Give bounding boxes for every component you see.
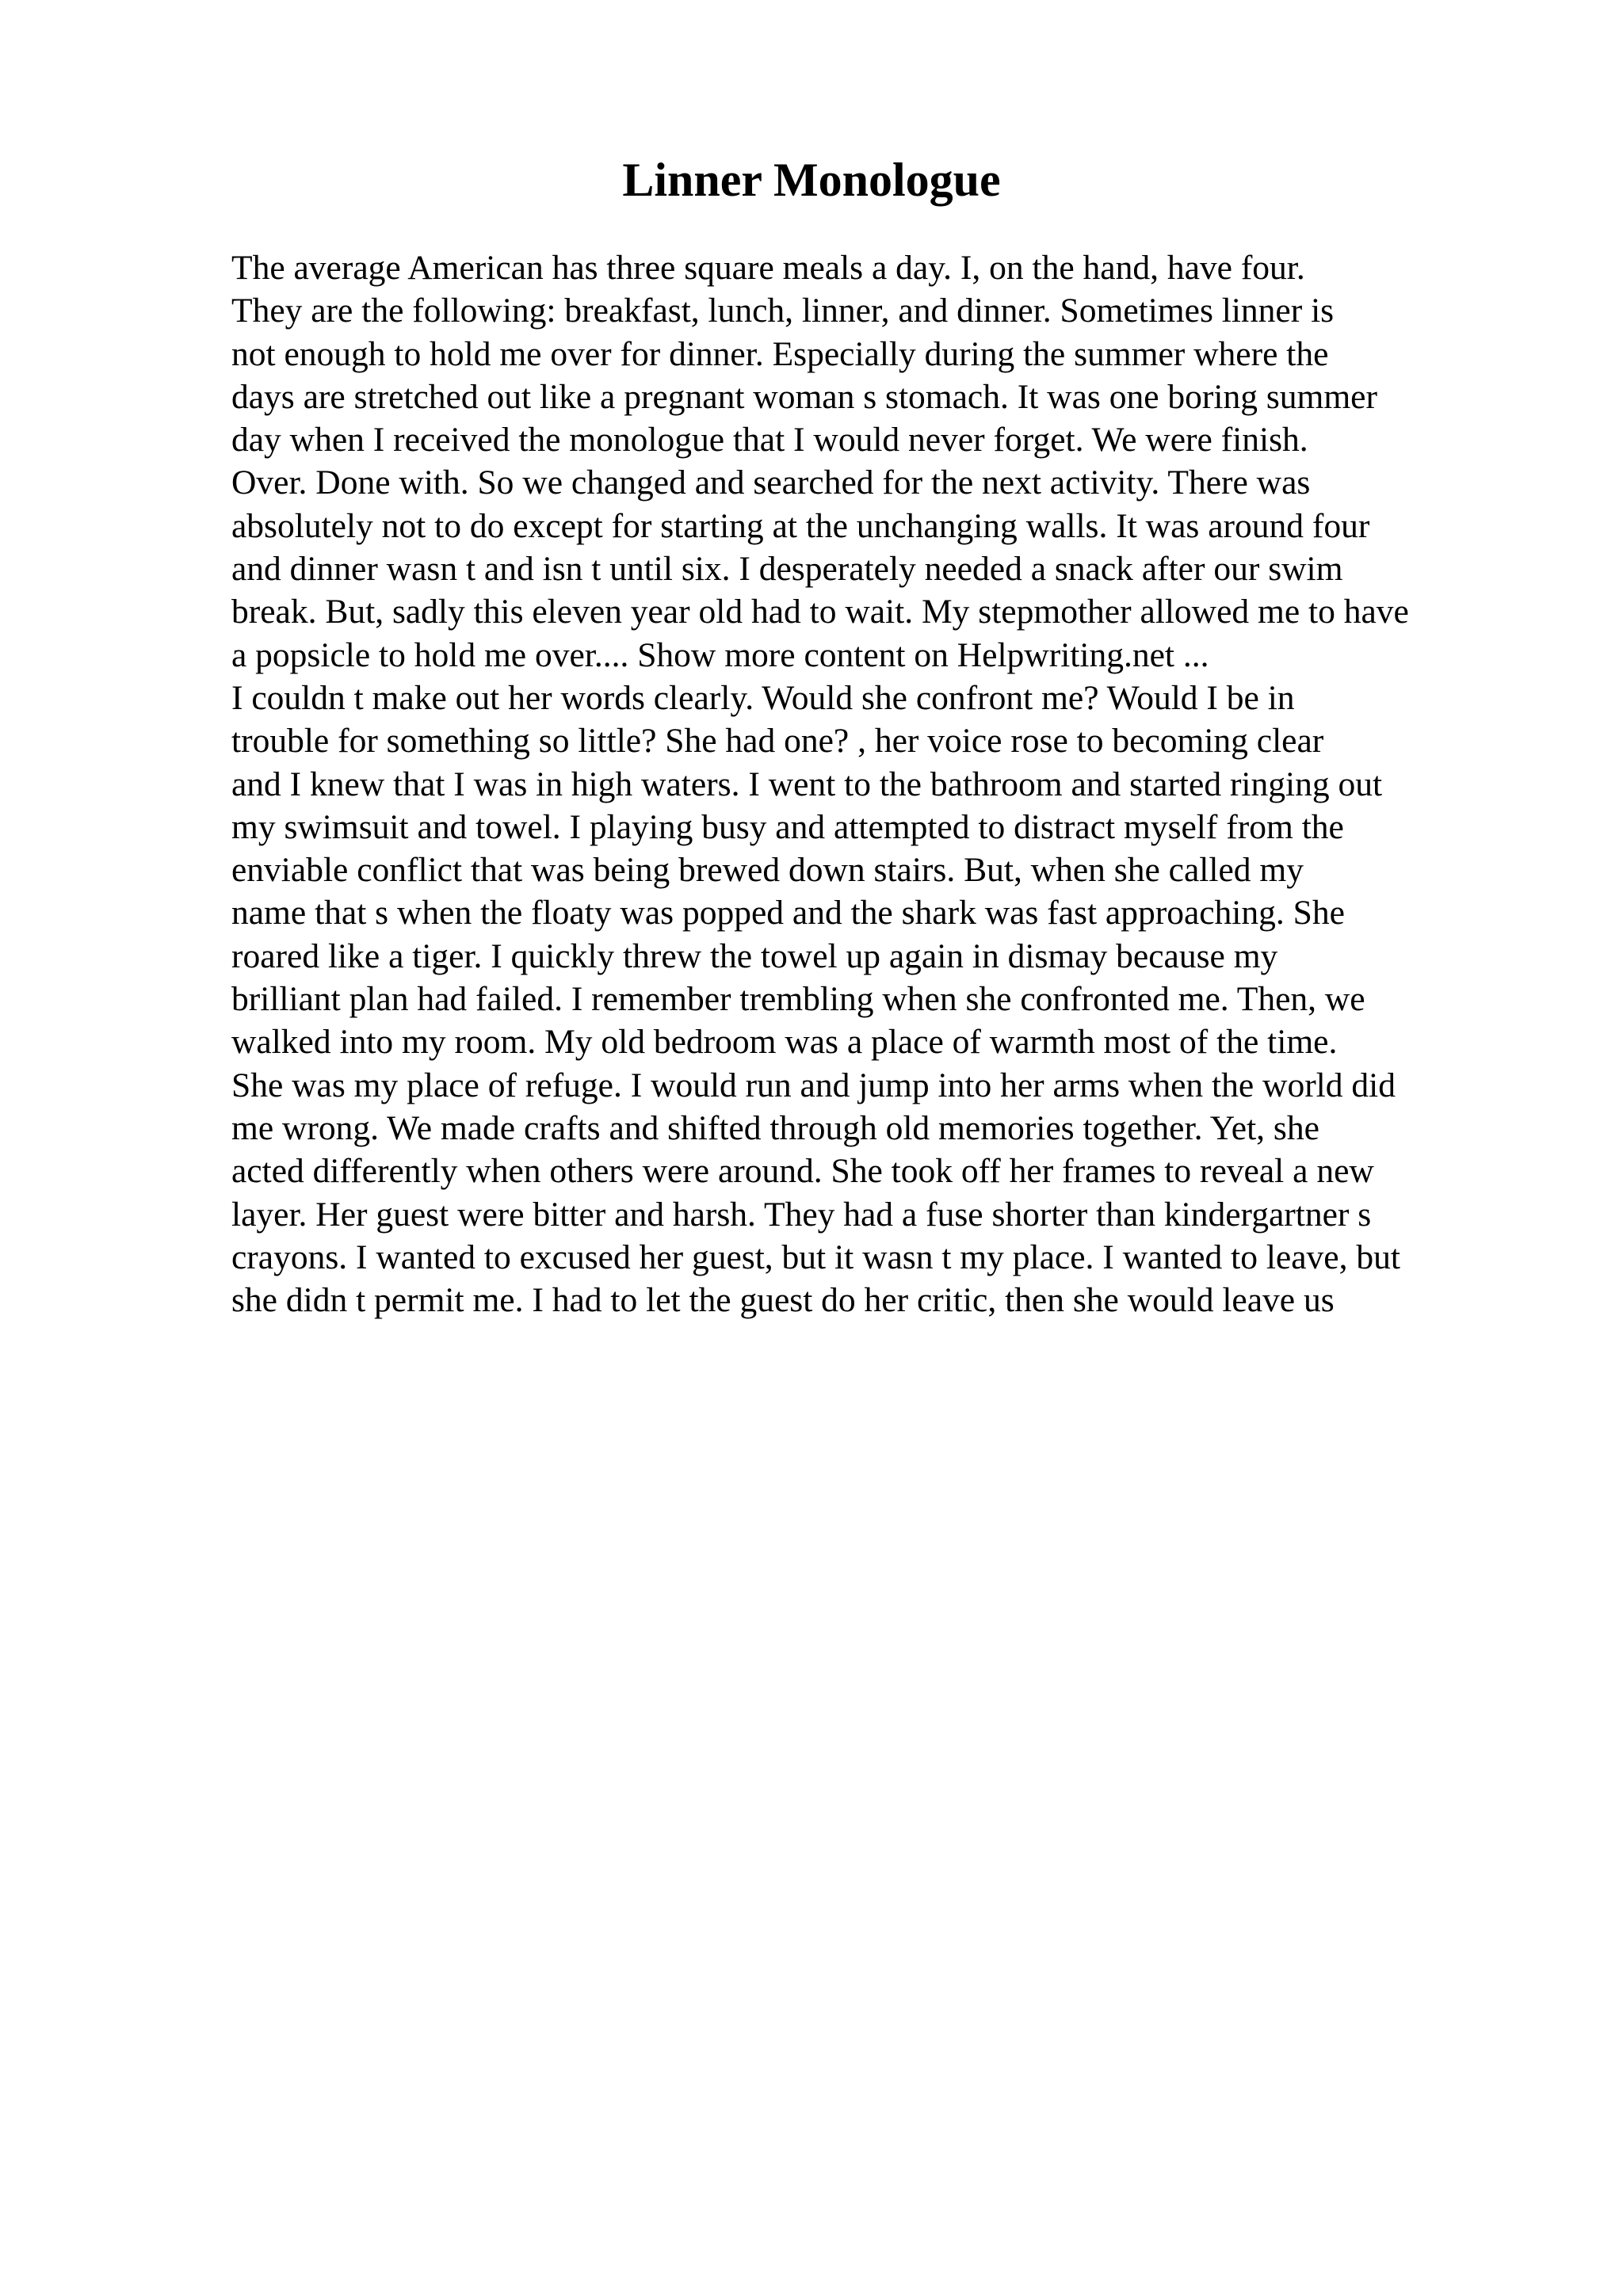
body-line-13: and I knew that I was in high waters. I went to the bathroom and started ringing out — [231, 765, 1383, 803]
document-body — [231, 246, 1610, 1322]
body-line-17: roared like a tiger. I quickly threw the towel up again in dismay because my — [231, 936, 1278, 975]
body-line-11: I couldn t make out her words clearly. Would she confront me? Would I be in — [231, 678, 1295, 717]
body-line-22: acted differently when others were around. She took off her frames to reveal a new — [231, 1152, 1374, 1191]
document-title: Linner Monologue — [622, 154, 1001, 206]
body-line-3: not enough to hold me over for dinner. Especially during the summer where the — [231, 334, 1329, 373]
body-line-23: layer. Her guest were bitter and harsh. They had a fuse shorter than kindergartner s — [231, 1195, 1372, 1234]
body-line-16: name that s when the floaty was popped and the shark was fast approaching. She — [231, 894, 1345, 933]
body-line-12: trouble for something so little? She had one? , her voice rose to becoming clear — [231, 722, 1324, 761]
body-line-6: Over. Done with. So we changed and searched for the next activity. There was — [231, 463, 1311, 502]
body-line-9: break. But, sadly this eleven year old had to wait. My stepmother allowed me to have — [231, 593, 1409, 631]
body-line-10: a popsicle to hold me over.... Show more content on Helpwriting.net ... — [231, 635, 1209, 674]
body-line-18: brilliant plan had failed. I remember trembling when she confronted me. Then, we — [231, 980, 1365, 1019]
body-line-20: She was my place of refuge. I would run and jump into her arms when the world did — [231, 1066, 1396, 1104]
body-line-24: crayons. I wanted to excused her guest, but it wasn t my place. I wanted to leave, but — [231, 1238, 1400, 1276]
body-line-14: my swimsuit and towel. I playing busy and attempted to distract myself from the — [231, 807, 1344, 846]
body-line-4: days are stretched out like a pregnant woman s stomach. It was one boring summer — [231, 377, 1377, 416]
body-line-2: They are the following: breakfast, lunch, linner, and dinner. Sometimes linner is — [231, 292, 1335, 330]
body-line-25: she didn t permit me. I had to let the guest do her critic, then she would leave us — [231, 1281, 1335, 1320]
body-line-15: enviable conflict that was being brewed down stairs. But, when she called my — [231, 851, 1304, 890]
body-line-19: walked into my room. My old bedroom was a place of warmth most of the time. — [231, 1023, 1338, 1062]
body-line-7: absolutely not to do except for starting at the unchanging walls. It was around four — [231, 506, 1370, 545]
body-line-5: day when I received the monologue that I would never forget. We were finish. — [231, 421, 1308, 460]
body-line-8: and dinner wasn t and isn t until six. I desperately needed a snack after our swim — [231, 550, 1343, 589]
body-line-21: me wrong. We made crafts and shifted through old memories together. Yet, she — [231, 1108, 1319, 1147]
body-line-1: The average American has three square meals a day. I, on the hand, have four. — [231, 249, 1305, 287]
